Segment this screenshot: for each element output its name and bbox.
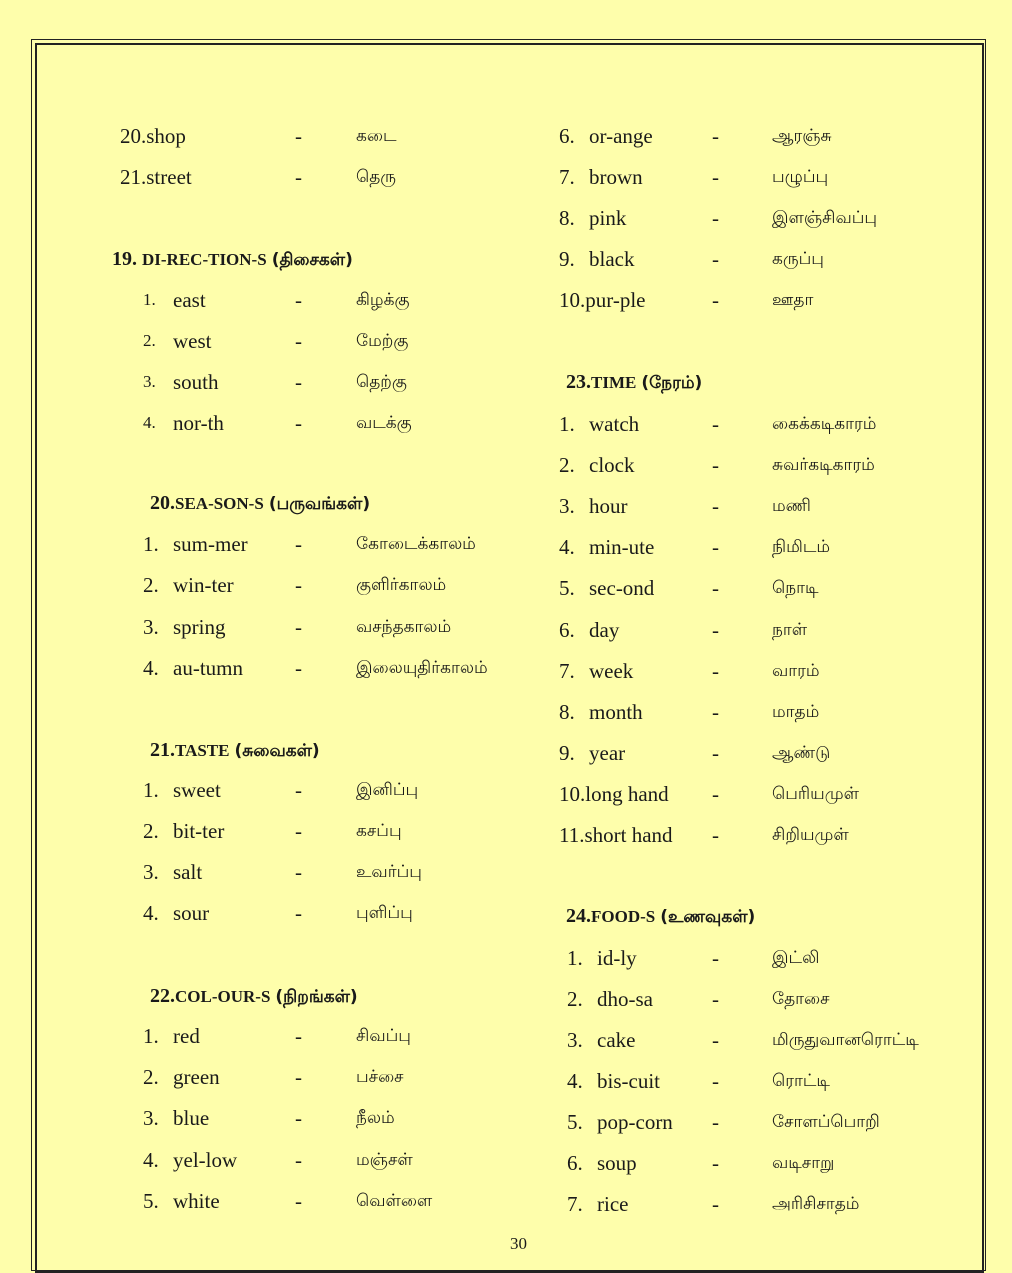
tamil-word: மஞ்சள் [356, 1149, 413, 1170]
tamil-word: பச்சை [356, 1067, 404, 1088]
dash-separator: - [295, 614, 302, 639]
item-number: 1. [143, 778, 159, 802]
section-number: 20. [150, 492, 175, 514]
dash-separator: - [295, 573, 302, 598]
tamil-word: கருப்பு [772, 249, 824, 269]
tamil-word: ரொட்டி [772, 1071, 830, 1091]
item-number: 3. [559, 494, 575, 519]
dash-separator: - [712, 1110, 719, 1134]
dash-separator: - [712, 740, 719, 765]
english-word: watch [589, 412, 640, 436]
item-number: 3. [143, 614, 159, 639]
section-heading [150, 736, 320, 765]
dash-separator: - [295, 288, 302, 312]
dash-separator: - [295, 124, 302, 148]
section-tamil-title: (நிறங்கள்) [275, 987, 358, 1007]
item-number: 5. [559, 576, 575, 601]
english-word: 11.short hand [559, 823, 673, 847]
dash-separator: - [712, 247, 719, 271]
dash-separator: - [295, 1024, 302, 1048]
english-word: year [589, 740, 626, 765]
dash-separator: - [295, 532, 302, 556]
tamil-word: கிழக்கு [356, 290, 410, 310]
item-number: 5. [143, 1188, 159, 1213]
english-word: week [589, 658, 634, 683]
english-word: green [173, 1065, 220, 1090]
section-title: SEA-SON-S [175, 494, 264, 513]
tamil-word: கைக்கடிகாரம் [772, 414, 877, 434]
tamil-word: மாதம் [772, 701, 820, 722]
tamil-word: வசந்தகாலம் [356, 616, 452, 637]
tamil-word: சிறியமுள் [772, 825, 849, 845]
section-title: TASTE [175, 741, 230, 760]
tamil-word: மேற்கு [356, 331, 409, 351]
item-number: 4. [143, 413, 156, 432]
section-heading [112, 245, 353, 274]
dash-separator: - [712, 1192, 719, 1216]
section-number: 21. [150, 739, 175, 761]
page-number: 30 [510, 1234, 527, 1253]
dash-separator: - [712, 658, 719, 683]
dash-separator: - [295, 819, 302, 843]
dash-separator: - [712, 1028, 719, 1052]
section-number: 23. [566, 371, 591, 393]
tamil-word: கடை [356, 126, 397, 146]
tamil-word: தோசை [772, 989, 830, 1009]
item-number: 4. [143, 901, 159, 925]
tamil-word: குளிர்காலம் [356, 575, 447, 596]
english-word: au-tumn [173, 655, 243, 680]
tamil-word: சிவப்பு [356, 1026, 411, 1046]
item-number: 7. [567, 1192, 583, 1216]
english-word: sweet [173, 778, 221, 802]
tamil-word: வெள்ளை [356, 1190, 433, 1211]
section-title: DI-REC-TION-S [142, 250, 267, 269]
section-heading [566, 368, 702, 397]
english-word: west [173, 329, 212, 353]
tamil-word: மிருதுவானரொட்டி [772, 1030, 919, 1050]
dash-separator: - [712, 617, 719, 642]
english-word: cake [597, 1028, 636, 1052]
item-number: 9. [559, 247, 575, 271]
tamil-word: தெரு [356, 167, 397, 187]
item-number: 3. [143, 1106, 159, 1131]
tamil-word: நொடி [772, 578, 819, 599]
english-word: sour [173, 901, 210, 925]
tamil-word: சுவர்கடிகாரம் [772, 455, 875, 476]
section-tamil-title: (பருவங்கள்) [268, 494, 371, 514]
english-word: blue [173, 1106, 210, 1131]
english-word: sum-mer [173, 532, 248, 556]
section-number: 24. [566, 905, 591, 927]
section-heading [566, 902, 755, 931]
section-number: 19. [112, 248, 137, 270]
item-number: 2. [567, 987, 583, 1011]
english-word: white [173, 1188, 220, 1213]
english-word: win-ter [173, 573, 234, 598]
english-word: 10.long hand [559, 781, 669, 806]
item-number: 1. [143, 290, 156, 309]
tamil-word: கோடைக்காலம் [356, 534, 476, 554]
tamil-word: ஆரஞ்சு [772, 126, 832, 146]
english-word: bit-ter [173, 819, 225, 843]
english-word: east [173, 288, 206, 312]
tamil-word: தெற்கு [356, 372, 407, 392]
english-word: month [589, 699, 643, 724]
section-heading [150, 982, 358, 1011]
english-word: soup [597, 1151, 637, 1175]
item-number: 6. [559, 124, 575, 148]
tamil-word: இலையுதிர்காலம் [356, 657, 488, 678]
dash-separator: - [712, 1069, 719, 1093]
item-number: 3. [143, 860, 159, 884]
tamil-word: நாள் [772, 619, 808, 640]
item-number: 4. [143, 1147, 159, 1172]
dash-separator: - [712, 453, 719, 478]
tamil-word: மணி [772, 496, 811, 517]
english-word: yel-low [173, 1147, 238, 1172]
dash-separator: - [295, 901, 302, 925]
section-heading [150, 489, 370, 518]
dash-separator: - [295, 329, 302, 353]
english-word: spring [173, 614, 226, 639]
tamil-word: ஆண்டு [772, 742, 831, 763]
tamil-word: இனிப்பு [356, 780, 419, 800]
english-word: id-ly [597, 946, 637, 970]
dash-separator: - [712, 987, 719, 1011]
dash-separator: - [712, 781, 719, 806]
dash-separator: - [712, 576, 719, 601]
tamil-word: உவர்ப்பு [356, 862, 422, 882]
english-word: pink [589, 206, 627, 230]
tamil-word: புளிப்பு [356, 903, 413, 923]
english-word: south [173, 370, 219, 394]
dash-separator: - [295, 1065, 302, 1090]
english-word: sec-ond [589, 576, 655, 601]
item-number: 1. [143, 532, 159, 556]
dash-separator: - [295, 655, 302, 680]
dash-separator: - [712, 206, 719, 230]
english-word: or-ange [589, 124, 653, 148]
item-number: 2. [143, 819, 159, 843]
tamil-word: வடிசாறு [772, 1153, 835, 1173]
dash-separator: - [295, 411, 302, 435]
dash-separator: - [712, 535, 719, 560]
english-word: min-ute [589, 535, 655, 560]
dash-separator: - [295, 1106, 302, 1131]
tamil-word: கசப்பு [356, 821, 402, 841]
item-number: 4. [567, 1069, 583, 1093]
item-number: 1. [559, 412, 575, 436]
item-number: 6. [567, 1151, 583, 1175]
dash-separator: - [712, 1151, 719, 1175]
item-number: 7. [559, 165, 575, 189]
dash-separator: - [295, 778, 302, 802]
english-word: pop-corn [597, 1110, 673, 1134]
english-word: 21.street [120, 165, 192, 189]
item-number: 5. [567, 1110, 583, 1134]
tamil-word: ஊதா [772, 290, 814, 310]
item-number: 2. [143, 331, 156, 350]
item-number: 4. [559, 535, 575, 560]
item-number: 4. [143, 655, 159, 680]
english-word: brown [589, 165, 643, 189]
dash-separator: - [712, 494, 719, 519]
item-number: 6. [559, 617, 575, 642]
tamil-word: சோளப்பொறி [772, 1112, 880, 1132]
item-number: 9. [559, 740, 575, 765]
tamil-word: நிமிடம் [772, 537, 831, 558]
item-number: 2. [143, 573, 159, 598]
item-number: 1. [567, 946, 583, 970]
english-word: 20.shop [120, 124, 186, 148]
item-number: 7. [559, 658, 575, 683]
section-tamil-title: (நேரம்) [641, 373, 703, 393]
item-number: 1. [143, 1024, 159, 1048]
section-number: 22. [150, 985, 175, 1007]
english-word: 10.pur-ple [559, 288, 646, 312]
item-number: 2. [559, 453, 575, 478]
item-number: 3. [567, 1028, 583, 1052]
english-word: nor-th [173, 411, 224, 435]
section-tamil-title: (திசைகள்) [271, 250, 353, 270]
tamil-word: இளஞ்சிவப்பு [772, 208, 878, 228]
tamil-word: பெரியமுள் [772, 783, 859, 804]
english-word: black [589, 247, 635, 271]
dash-separator: - [712, 412, 719, 436]
tamil-word: பழுப்பு [772, 167, 829, 187]
dash-separator: - [712, 165, 719, 189]
english-word: bis-cuit [597, 1069, 660, 1093]
item-number: 8. [559, 699, 575, 724]
dash-separator: - [712, 124, 719, 148]
dash-separator: - [295, 1188, 302, 1213]
english-word: hour [589, 494, 628, 519]
section-tamil-title: (சுவைகள்) [234, 741, 320, 761]
english-word: dho-sa [597, 987, 653, 1011]
dash-separator: - [295, 165, 302, 189]
section-title: TIME [591, 373, 637, 392]
english-word: red [173, 1024, 200, 1048]
tamil-word: அரிசிசாதம் [772, 1194, 860, 1214]
tamil-word: வடக்கு [356, 413, 412, 433]
section-title: COL-OUR-S [175, 987, 271, 1006]
dash-separator: - [295, 1147, 302, 1172]
section-tamil-title: (உணவுகள்) [660, 907, 756, 927]
dash-separator: - [712, 699, 719, 724]
dash-separator: - [712, 823, 719, 847]
english-word: rice [597, 1192, 629, 1216]
dash-separator: - [712, 288, 719, 312]
item-number: 8. [559, 206, 575, 230]
dash-separator: - [295, 370, 302, 394]
item-number: 2. [143, 1065, 159, 1090]
tamil-word: இட்லி [772, 948, 820, 968]
dash-separator: - [295, 860, 302, 884]
english-word: day [589, 617, 620, 642]
english-word: salt [173, 860, 203, 884]
item-number: 3. [143, 372, 156, 391]
tamil-word: நீலம் [356, 1108, 395, 1129]
dash-separator: - [712, 946, 719, 970]
section-title: FOOD-S [591, 907, 656, 926]
english-word: clock [589, 453, 635, 478]
tamil-word: வாரம் [772, 660, 820, 681]
